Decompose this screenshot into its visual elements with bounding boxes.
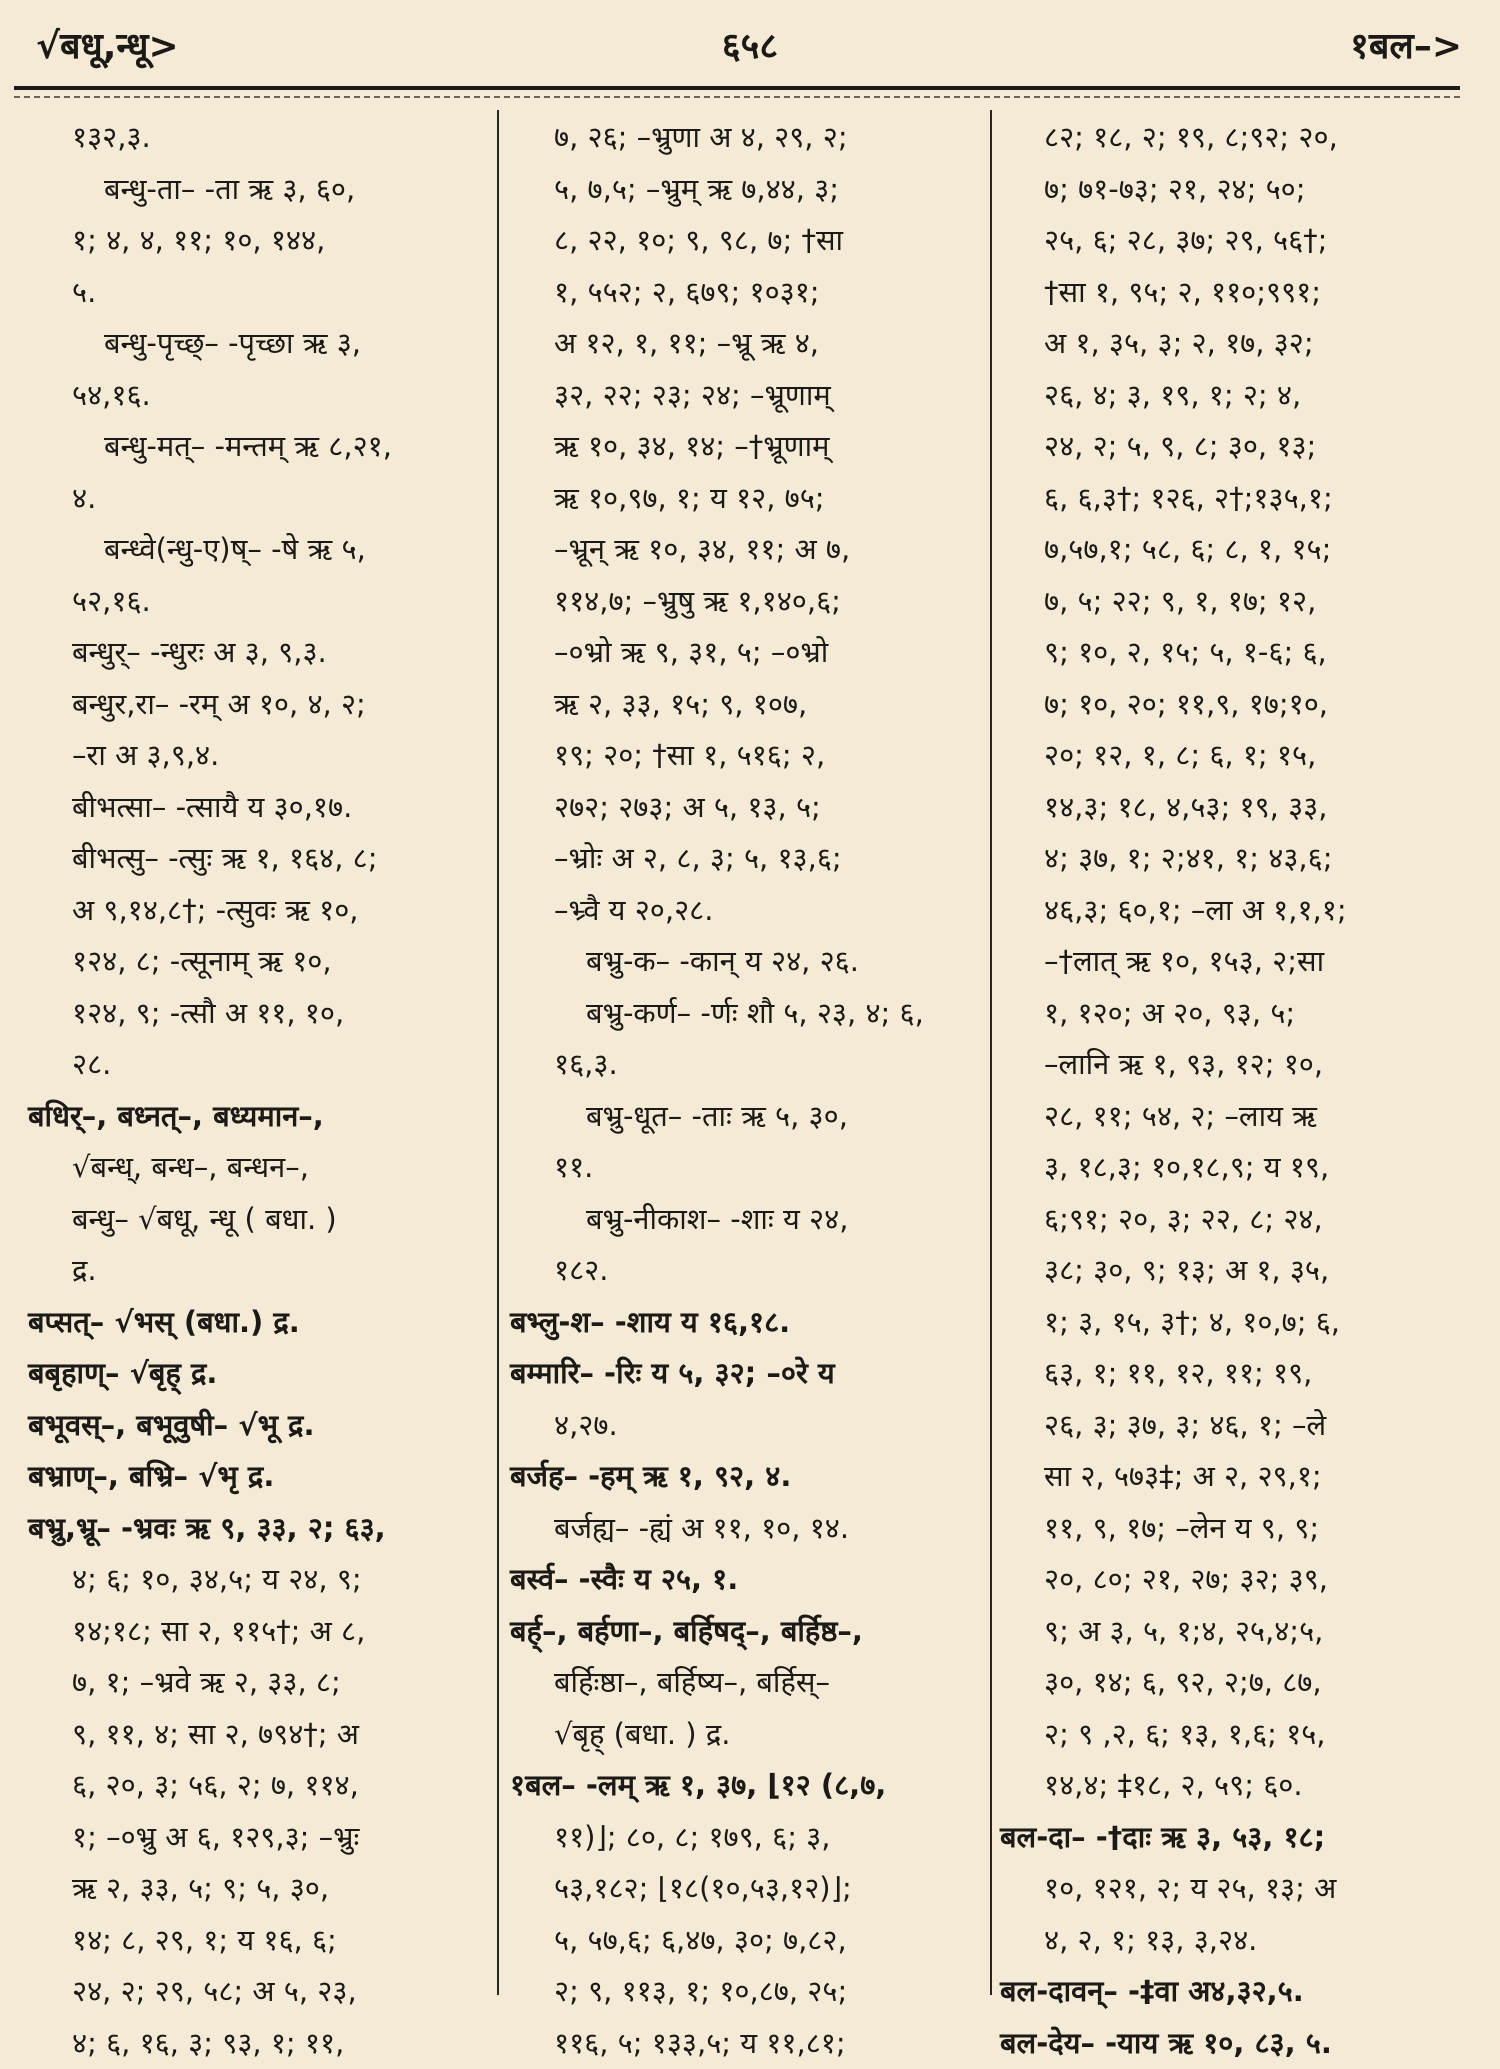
entry-text-line: १४; ८, २९, १; य १६, ६; (28, 1915, 488, 1967)
entry-text-line: ११)⌋; ८०, ८; १७९, ६; ३, (510, 1812, 978, 1864)
column-divider (990, 110, 992, 1995)
entry-text-line: ५, ५७,६; ६,४७, ३०; ७,८२, (510, 1915, 978, 1967)
entry-text-line: बभ्रु-क– -कान् य २४, २६. (510, 936, 978, 988)
entry-text-line: ११६, ५; १३३,५; य ११,८१; (510, 2018, 978, 2069)
entry-text-line: बन्धु-पृच्छ्– -पृच्छा ऋ ३, (28, 318, 488, 370)
entry-text-line: १३२,३. (28, 112, 488, 164)
entry-headword-line: १बल– -लम् ऋ १, ३७, ⌊१२ (८,७, (510, 1760, 978, 1812)
entry-text-line: अ ९,१४,८†; -त्सुवः ऋ १०, (28, 885, 488, 937)
header-left-guideword: √बधू,न्धू> (36, 20, 179, 69)
entry-text-line: √बन्ध्, बन्ध–, बन्धन–, (28, 1142, 488, 1194)
entry-text-line: ५४,१६. (28, 370, 488, 422)
entry-text-line: २०; १२, १, ८; ६, १; १५, (1000, 730, 1468, 782)
entry-text-line: ३२, २२; २३; २४; –भ्रूणाम् (510, 370, 978, 422)
entry-text-line: ६, ६,३†; १२६, २†;१३५,१; (1000, 473, 1468, 525)
column-3 (1000, 112, 1468, 1992)
entry-text-line: १४,४; ‡१८, २, ५९; ६०. (1000, 1760, 1468, 1812)
column-1 (28, 112, 488, 1992)
entry-text-line: बर्हिःष्ठा–, बर्हिष्य–, बर्हिस्– (510, 1657, 978, 1709)
entry-headword-line: बभ्रु,भ्रू– -भ्रवः ऋ ९, ३३, २; ६३, (28, 1503, 488, 1555)
entry-headword-line: बर्जह– -हम् ऋ १, ९२, ४. (510, 1451, 978, 1503)
entry-headword-line: बर्ह्–, बर्हणा–, बर्हिषद्–, बर्हिष्ठ–, (510, 1606, 978, 1658)
entry-text-line: बन्धु-ता– -ता ऋ ३, ६०, (28, 164, 488, 216)
entry-text-line: १; ४, ४, ११; १०, १४४, (28, 215, 488, 267)
entry-text-line: ४; ६; १०, ३४,५; य २४, ९; (28, 1554, 488, 1606)
entry-text-line: १०, १२१, २; य २५, १३; अ (1000, 1863, 1468, 1915)
entry-text-line: १, ५५२; २, ६७९; १०३१; (510, 267, 978, 319)
entry-headword-line: बभ्लु-श– -शाय य १६,१८. (510, 1297, 978, 1349)
entry-text-line: √बृह् (बधा. ) द्र. (510, 1709, 978, 1761)
entry-text-line: ४; ३७, १; २;४१, १; ४३,६; (1000, 833, 1468, 885)
entry-text-line: ५, ७,५; –भ्रुम् ऋ ७,४४, ३; (510, 164, 978, 216)
entry-headword-line: बम्मारि– -रिः य ५, ३२; –०रे य (510, 1348, 978, 1400)
header-rule-dashed (14, 96, 1460, 98)
entry-text-line: ४,२७. (510, 1400, 978, 1452)
entry-text-line: –भ्र्वै य २०,२८. (510, 885, 978, 937)
entry-text-line: ९; १०, २, १५; ५, १-६; ६, (1000, 627, 1468, 679)
entry-text-line: बन्धुर्– -न्धुरः अ ३, ९,३. (28, 627, 488, 679)
entry-text-line: २; ९, ११३, १; १०,८७, २५; (510, 1966, 978, 2018)
entry-text-line: ऋ १०,९७, १; य १२, ७५; (510, 473, 978, 525)
entry-text-line: ९; अ ३, ५, १;४, २५,४;५, (1000, 1606, 1468, 1658)
entry-text-line: †सा १, ९५; २, ११०;९९१; (1000, 267, 1468, 319)
entry-headword-line: बबृहाण्– √बृह् द्र. (28, 1348, 488, 1400)
entry-text-line: ७,५७,१; ५८, ६; ८, १, १५; (1000, 524, 1468, 576)
entry-headword-line: बधिर्–, बध्नत्–, बध्यमान–, (28, 1091, 488, 1143)
entry-text-line: द्र. (28, 1245, 488, 1297)
entry-text-line: २७२; २७३; अ ५, १३, ५; (510, 782, 978, 834)
header-right-guideword: १बल–> (1350, 20, 1462, 69)
entry-text-line: २४, २; २९, ५८; अ ५, २३, (28, 1966, 488, 2018)
entry-text-line: ११४,७; –भ्रुषु ऋ १,१४०,६; (510, 576, 978, 628)
entry-text-line: –रा अ ३,९,४. (28, 730, 488, 782)
entry-text-line: १६,३. (510, 1039, 978, 1091)
entry-text-line: ५. (28, 267, 488, 319)
entry-text-line: ११, ९, १७; –लेन य ९, ९; (1000, 1503, 1468, 1555)
entry-text-line: ४; ६, १६, ३; ९३, १; ११, (28, 2018, 488, 2069)
entry-headword-line: बल-देय– -याय ऋ १०, ८३, ५. (1000, 2018, 1468, 2069)
entry-text-line: –†लात् ऋ १०, १५३, २;सा (1000, 936, 1468, 988)
entry-text-line: १, १२०; अ २०, ९३, ५; (1000, 988, 1468, 1040)
entry-text-line: ऋ २, ३३, १५; ९, १०७, (510, 679, 978, 731)
entry-text-line: ९, ११, ४; सा २, ७९४†; अ (28, 1709, 488, 1761)
entry-text-line: ८, २२, १०; ९, ९८, ७; †सा (510, 215, 978, 267)
entry-text-line: १९; २०; †सा १, ५१६; २, (510, 730, 978, 782)
entry-text-line: बन्ध्वे(न्धु-ए)ष्– -षे ऋ ५, (28, 524, 488, 576)
entry-headword-line: बल-दा– -†दाः ऋ ३, ५३, १८; (1000, 1812, 1468, 1864)
entry-headword-line: बर्स्व– -स्वैः य २५, १. (510, 1554, 978, 1606)
entry-text-line: बभ्रु-कर्ण– -र्णः शौ ५, २३, ४; ६, (510, 988, 978, 1040)
entry-text-line: ५२,१६. (28, 576, 488, 628)
entry-text-line: २६, ३; ३७, ३; ४६, १; –ले (1000, 1400, 1468, 1452)
entry-text-line: सा २, ५७३‡; अ २, २९,१; (1000, 1451, 1468, 1503)
entry-text-line: बन्धु– √बधू, न्धू ( बधा. ) (28, 1194, 488, 1246)
entry-text-line: बन्धुर,रा– -रम् अ १०, ४, २; (28, 679, 488, 731)
entry-text-line: २०, ८०; २१, २७; ३२; ३९, (1000, 1554, 1468, 1606)
column-divider (497, 110, 499, 1995)
entry-headword-line: बभ्राण्–, बभ्रि– √भृ द्र. (28, 1451, 488, 1503)
entry-text-line: १२४, ९; -त्सौ अ ११, १०, (28, 988, 488, 1040)
entry-text-line: ७, १; –भ्रवे ऋ २, ३३, ८; (28, 1657, 488, 1709)
entry-text-line: अ १२, १, ११; –भ्रू ऋ ४, (510, 318, 978, 370)
entry-text-line: ७; ७१-७३; २१, २४; ५०; (1000, 164, 1468, 216)
entry-text-line: १४,३; १८, ४,५३; १९, ३३, (1000, 782, 1468, 834)
entry-text-line: बीभत्सा– -त्सायै य ३०,१७. (28, 782, 488, 834)
entry-text-line: बन्धु-मत्– -मन्तम् ऋ ८,२१, (28, 421, 488, 473)
entry-text-line: –भ्रोः अ २, ८, ३; ५, १३,६; (510, 833, 978, 885)
entry-text-line: ७, ५; २२; ९, १, १७; १२, (1000, 576, 1468, 628)
entry-text-line: ५३,१८२; ⌊१८(१०,५३,१२)⌋; (510, 1863, 978, 1915)
entry-text-line: १८२. (510, 1245, 978, 1297)
entry-text-line: ऋ २, ३३, ५; ९; ५, ३०, (28, 1863, 488, 1915)
entry-text-line: –भ्रून् ऋ १०, ३४, ११; अ ७, (510, 524, 978, 576)
entry-text-line: ४, २, १; १३, ३,२४. (1000, 1915, 1468, 1967)
entry-text-line: २५, ६; २८, ३७; २९, ५६†; (1000, 215, 1468, 267)
entry-headword-line: बल-दावन्– -‡वा अ४,३२,५. (1000, 1966, 1468, 2018)
entry-text-line: १२४, ८; -त्सूनाम् ऋ १०, (28, 936, 488, 988)
entry-text-line: १; ३, १५, ३†; ४, १०,७; ६, (1000, 1297, 1468, 1349)
entry-text-line: ४. (28, 473, 488, 525)
entry-text-line: २८. (28, 1039, 488, 1091)
entry-text-line: ६;९१; २०, ३; २२, ८; २४, (1000, 1194, 1468, 1246)
entry-text-line: ७, २६; –भ्रुणा अ ४, २९, २; (510, 112, 978, 164)
entry-text-line: ६, २०, ३; ५६, २; ७, ११४, (28, 1760, 488, 1812)
entry-text-line: ३, १८,३; १०,१८,९; य १९, (1000, 1142, 1468, 1194)
entry-text-line: ४६,३; ६०,१; –ला अ १,१,१; (1000, 885, 1468, 937)
entry-headword-line: बप्सत्– √भस् (बधा.) द्र. (28, 1297, 488, 1349)
page-number: ६५८ (28, 20, 1472, 69)
entry-text-line: ७; १०, २०; ११,९, १७;१०, (1000, 679, 1468, 731)
entry-text-line: बभ्रु-धूत– -ताः ऋ ५, ३०, (510, 1091, 978, 1143)
entry-text-line: ऋ १०, ३४, १४; –†भ्रूणाम् (510, 421, 978, 473)
entry-text-line: ३८; ३०, ९; १३; अ १, ३५, (1000, 1245, 1468, 1297)
entry-text-line: १४;१८; सा २, ११५†; अ ८, (28, 1606, 488, 1658)
entry-text-line: बभ्रु-नीकाश– -शाः य २४, (510, 1194, 978, 1246)
entry-text-line: ३०, १४; ६, ९२, २;७, ८७, (1000, 1657, 1468, 1709)
entry-text-line: १; –०भ्रु अ ६, १२९,३; –भ्रुः (28, 1812, 488, 1864)
entry-text-line: २४, २; ५, ९, ८; ३०, १३; (1000, 421, 1468, 473)
entry-text-line: बर्जह्य– -ह्यं अ ११, १०, १४. (510, 1503, 978, 1555)
entry-text-line: २८, ११; ५४, २; –लाय ऋ (1000, 1091, 1468, 1143)
column-2 (510, 112, 978, 1992)
entry-text-line: अ १, ३५, ३; २, १७, ३२; (1000, 318, 1468, 370)
header-rule (14, 86, 1460, 90)
entry-text-line: २; ९ ,२, ६; १३, १,६; १५, (1000, 1709, 1468, 1761)
entry-text-line: ११. (510, 1142, 978, 1194)
page-header (28, 20, 1472, 80)
entry-headword-line: बभूवस्–, बभूवुषी– √भू द्र. (28, 1400, 488, 1452)
entry-text-line: ८२; १८, २; १९, ८;९२; २०, (1000, 112, 1468, 164)
entry-text-line: २६, ४; ३, १९, १; २; ४, (1000, 370, 1468, 422)
entry-text-line: ६३, १; ११, १२, ११; १९, (1000, 1348, 1468, 1400)
entry-text-line: –०भ्रो ऋ ९, ३१, ५; –०भ्रो (510, 627, 978, 679)
entry-text-line: बीभत्सु– -त्सुः ऋ १, १६४, ८; (28, 833, 488, 885)
entry-text-line: –लानि ऋ १, ९३, १२; १०, (1000, 1039, 1468, 1091)
